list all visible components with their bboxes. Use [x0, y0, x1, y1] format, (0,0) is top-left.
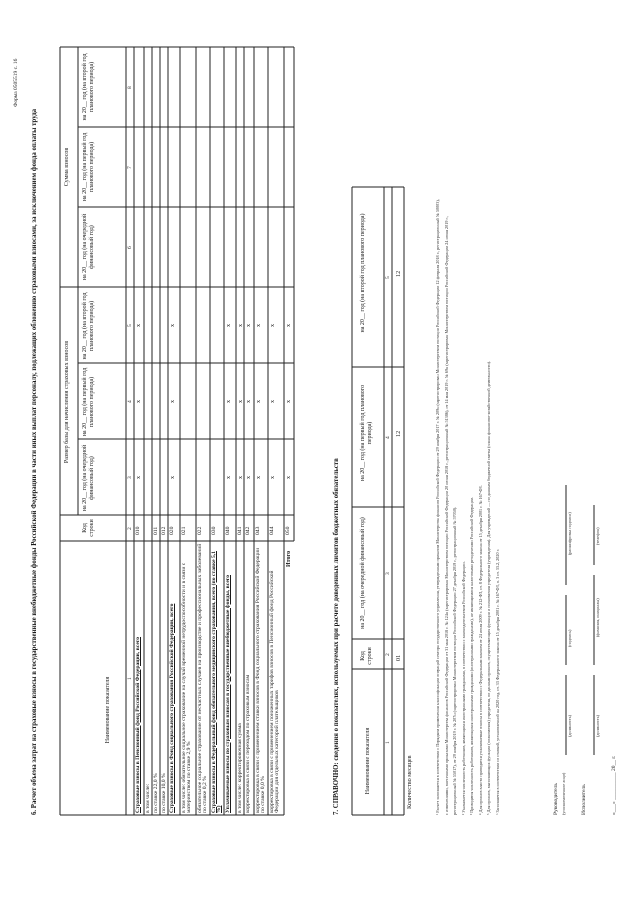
s6-row-name: корректировка в связи с применением ставки взносов в Фонд социального страхования Российской Федерации по ставке 0,0 % — [254, 547, 267, 813]
s7-colnum: 1 — [384, 741, 391, 744]
footnote-line: регистрационный № 55017), от 29 ноября 2019 г. № 207н (зарегистрирован Министерством юстиции Российской Федерации 27 декабря 2019 г., регистрационный № 57050). — [452, 506, 457, 815]
s6-cell-mark: x — [255, 324, 262, 327]
s6-row-name: в том числе: обязательное социальное страхование на случай временной нетрудоспособности и в связи с материнством по ставке 2,9 % — [180, 562, 193, 813]
s6-cell-mark: x — [245, 324, 252, 327]
section6-title: 6. Расчет объема затрат на страховые взносы в государственные внебюджетные фонды Российской Федерации в части иных выплат персоналу, подлежащих обложению страховыми взносами, за исключением фонда оплаты труда — [31, 108, 38, 815]
s6-cell-mark: x — [237, 400, 244, 403]
s6-row-code: 042 — [244, 526, 251, 535]
sig-exec-phone: (телефон) — [595, 527, 600, 545]
s6-row-name: Страховые взносы в Федеральный фонд обязательного медицинского страхования, всего (по ставке 5,1 %) — [210, 551, 223, 813]
s6-cell-mark: x — [225, 476, 232, 479]
footnote-line: ⁶ Заполняется в соответствии со ставкой, установленной на 2020 год, ст. 33 Федерального закона от 15 декабря 2001 г. № 167-ФЗ, п. 3 ст. 33.2, 2020 г. — [494, 549, 500, 815]
s7-colnum: 4 — [384, 436, 391, 439]
s6-row-name: Страховые взносы в Фонд социального страхования Российской Федерации, всего — [168, 603, 175, 813]
s7-colnum: 5 — [384, 276, 391, 279]
s6-colnum: 5 — [126, 324, 133, 327]
s6-colnum: 3 — [126, 476, 133, 479]
s6-row-code: 040 — [224, 526, 231, 535]
s6-total-mark: x — [286, 400, 292, 403]
s6-row-code: 021 — [180, 526, 187, 535]
s6-col-sum-y2: на 20__ год (на первый год планового периода) — [82, 132, 95, 202]
s6-row-name: обязательное социальное страхование от несчастных случаев на производстве и профессиональных заболеваний по ставке 0,2 % — [196, 543, 209, 813]
s6-row-name: Страховые взносы в Пенсионный фонд Российской Федерации, всего — [134, 636, 141, 813]
s6-cell-mark: x — [269, 324, 276, 327]
s6-total-code: 050 — [285, 526, 291, 535]
s6-cell-mark: x — [245, 476, 252, 479]
s6-row-code: 022 — [196, 526, 203, 535]
s6-cell-mark: x — [245, 400, 252, 403]
section7-title: 7. СПРАВОЧНО: сведения о показателях, используемых при расчете доведенных лимитов бюджетных обязательств — [333, 458, 340, 815]
s7-col-y2: на 20__ год (на первый год планового периода) — [360, 384, 373, 482]
s6-total-mark: x — [286, 476, 292, 479]
sig-exec-fio: (фамилия, инициалы) — [595, 598, 600, 637]
s6-head-code: Код строки — [82, 519, 95, 537]
s6-colnum: 1 — [126, 677, 133, 680]
sig-head-signature: (подпись) — [567, 629, 572, 647]
s6-cell-mark: x — [225, 324, 232, 327]
sig-head-decode: (расшифровка подписи) — [567, 512, 572, 555]
s6-cell-mark: x — [135, 324, 142, 327]
s6-col-base-y1: на 20__ год (на очередной финансовый год) — [82, 444, 95, 512]
s7-colnum: 3 — [384, 572, 391, 575]
s6-cell-mark: x — [225, 400, 232, 403]
s6-colnum: 6 — [126, 246, 133, 249]
s6-head-name: Наименование показателя — [105, 676, 111, 744]
footnote-line: ⁴ Для органов власти приводятся уплачиваемые взносы в соответствии с Федеральным законом от 24 июля 2009 г. № 212-ФЗ, ст. 8 Федерального закона от 15 декабря 2001 г. № 167-ФЗ. — [477, 485, 483, 815]
s6-cell-mark: x — [135, 400, 142, 403]
form-id: Форма 0505519 с. 16 — [13, 58, 19, 107]
sig-head-label: Руководитель — [553, 783, 559, 815]
sig-head-sub: (уполномоченное лицо) — [561, 772, 566, 815]
s6-group-sum: Сумма взносов — [64, 147, 70, 187]
s6-row-name: в том числе: корректировочная сумма — [236, 723, 243, 813]
s6-cell-mark: x — [169, 476, 176, 479]
s6-row-name: корректировка в связи с переходом по страховым взносам — [244, 674, 251, 813]
s6-row-name: в том числе: — [144, 783, 151, 813]
s6-group-base: Размер базы для начисления страховых взносов — [64, 340, 70, 464]
s6-row-code: 020 — [168, 526, 175, 535]
s7-row-name: Количество месяцев — [406, 755, 413, 809]
s6-row-name: по ставке 22,0 % — [152, 773, 159, 813]
s6-colnum: 2 — [126, 527, 133, 530]
s6-cell-mark: x — [169, 400, 176, 403]
s6-col-sum-y1: на 20__ год (на очередной финансовый год) — [82, 213, 95, 281]
s6-cell-mark: x — [269, 400, 276, 403]
s6-row-code: 044 — [268, 526, 275, 535]
s6-colnum: 4 — [126, 400, 133, 403]
s6-total-label: Итого — [286, 550, 292, 567]
s7-col-y1: на 20__ год (на очередной финансовый год) — [360, 517, 366, 629]
s6-total-mark: x — [286, 324, 292, 327]
sig-exec-post: (должность) — [595, 715, 600, 737]
s6-cell-mark: x — [255, 400, 262, 403]
s6-row-code: 012 — [160, 526, 167, 535]
sig-date: «___» __________ 20__ г. — [611, 755, 617, 815]
s6-col-base-y3: на 20__ год (на второй год планового периода) — [82, 292, 95, 360]
s6-row-name: Уплачиваемые взносы по страховым взносам в государственные внебюджетные фонды, всего — [224, 575, 231, 813]
footnote-line: ² Указывается численность работников, являющихся иностранными гражданами, в соответствии с законодательством Российской Федерации. — [460, 561, 466, 815]
s6-row-name: по ставке 10,0 % — [160, 773, 167, 813]
s6-col-sum-y3: на 20__ год (на второй год планового периода) — [82, 53, 95, 121]
s7-val-y3: 12 — [395, 270, 402, 277]
s7-head-name: Наименование показателя — [365, 727, 371, 795]
footnote-line: с изменениями, внесенными приказами Министерства финансов Российской Федерации от 31 мая 2018 г. № 124н (зарегистрирован Министерством юстиции Российской Федерации 20 июня 2018 г., регистрационный № 51386), от 14 мая 2019 г. № 69н (зарегистрирован Министерством юстиции Российской Федерации 24 июня 2019 г., — [443, 216, 449, 815]
s7-head-code: Код строки — [360, 647, 373, 665]
s6-row-name: корректировка в связи с применением пониженных тарифов взносов в Пенсионный фонд Российской Федерации для отдельных категорий плательщиков — [268, 570, 281, 813]
s6-cell-mark: x — [255, 476, 262, 479]
sig-head-post: (должность) — [567, 715, 572, 737]
s6-row-code: 010 — [134, 526, 141, 535]
s7-colnum: 2 — [384, 653, 391, 656]
s6-row-code: 043 — [254, 526, 261, 535]
s6-row-code: 030 — [210, 526, 217, 535]
sig-executor-label: Исполнитель — [581, 784, 587, 815]
s6-colnum: 7 — [126, 166, 133, 169]
s6-cell-mark: x — [169, 324, 176, 327]
s6-col-base-y2: на 20__ год (на первый год планового периода) — [82, 367, 95, 437]
s6-row-code: 041 — [236, 526, 243, 535]
footnote-line: ⁵ Для органов, выполняющих функции (полномочия) учредителя, по данным органов, осуществляющих функции и полномочия учредителя (учреждения). Для учреждений — по данным бюджетной сметы (плана финансово-хозяйственной деятельности). — [486, 360, 491, 815]
footnote-line: ³ Приводятся численность работников, являющихся иностранными гражданами (иностранными гражданами), не являющимися налоговыми резидентами Российской Федерации. — [469, 496, 474, 815]
s6-cell-mark: x — [237, 324, 244, 327]
s7-row-code: 01 — [395, 654, 402, 661]
s7-col-y3: на 20__ год (на второй год планового периода) — [360, 213, 366, 333]
s6-colnum: 8 — [126, 86, 133, 89]
s6-row-code: 011 — [152, 526, 159, 535]
s6-cell-mark: x — [269, 476, 276, 479]
s6-cell-mark: x — [237, 476, 244, 479]
s6-cell-mark: x — [135, 476, 142, 479]
footnote-line: ¹ Расчет заполняется в соответствии с Порядком применения классификации операций сектора государственного управления, утвержденным приказом Министерства финансов Российской Федерации от 29 ноября 2017 г. № 209н (зарегистрирован Министерством юстиции Российской Федерации 12 февраля 2018 г., регистрационный № 50003), — [435, 199, 440, 815]
s7-val-y2: 12 — [395, 430, 402, 437]
